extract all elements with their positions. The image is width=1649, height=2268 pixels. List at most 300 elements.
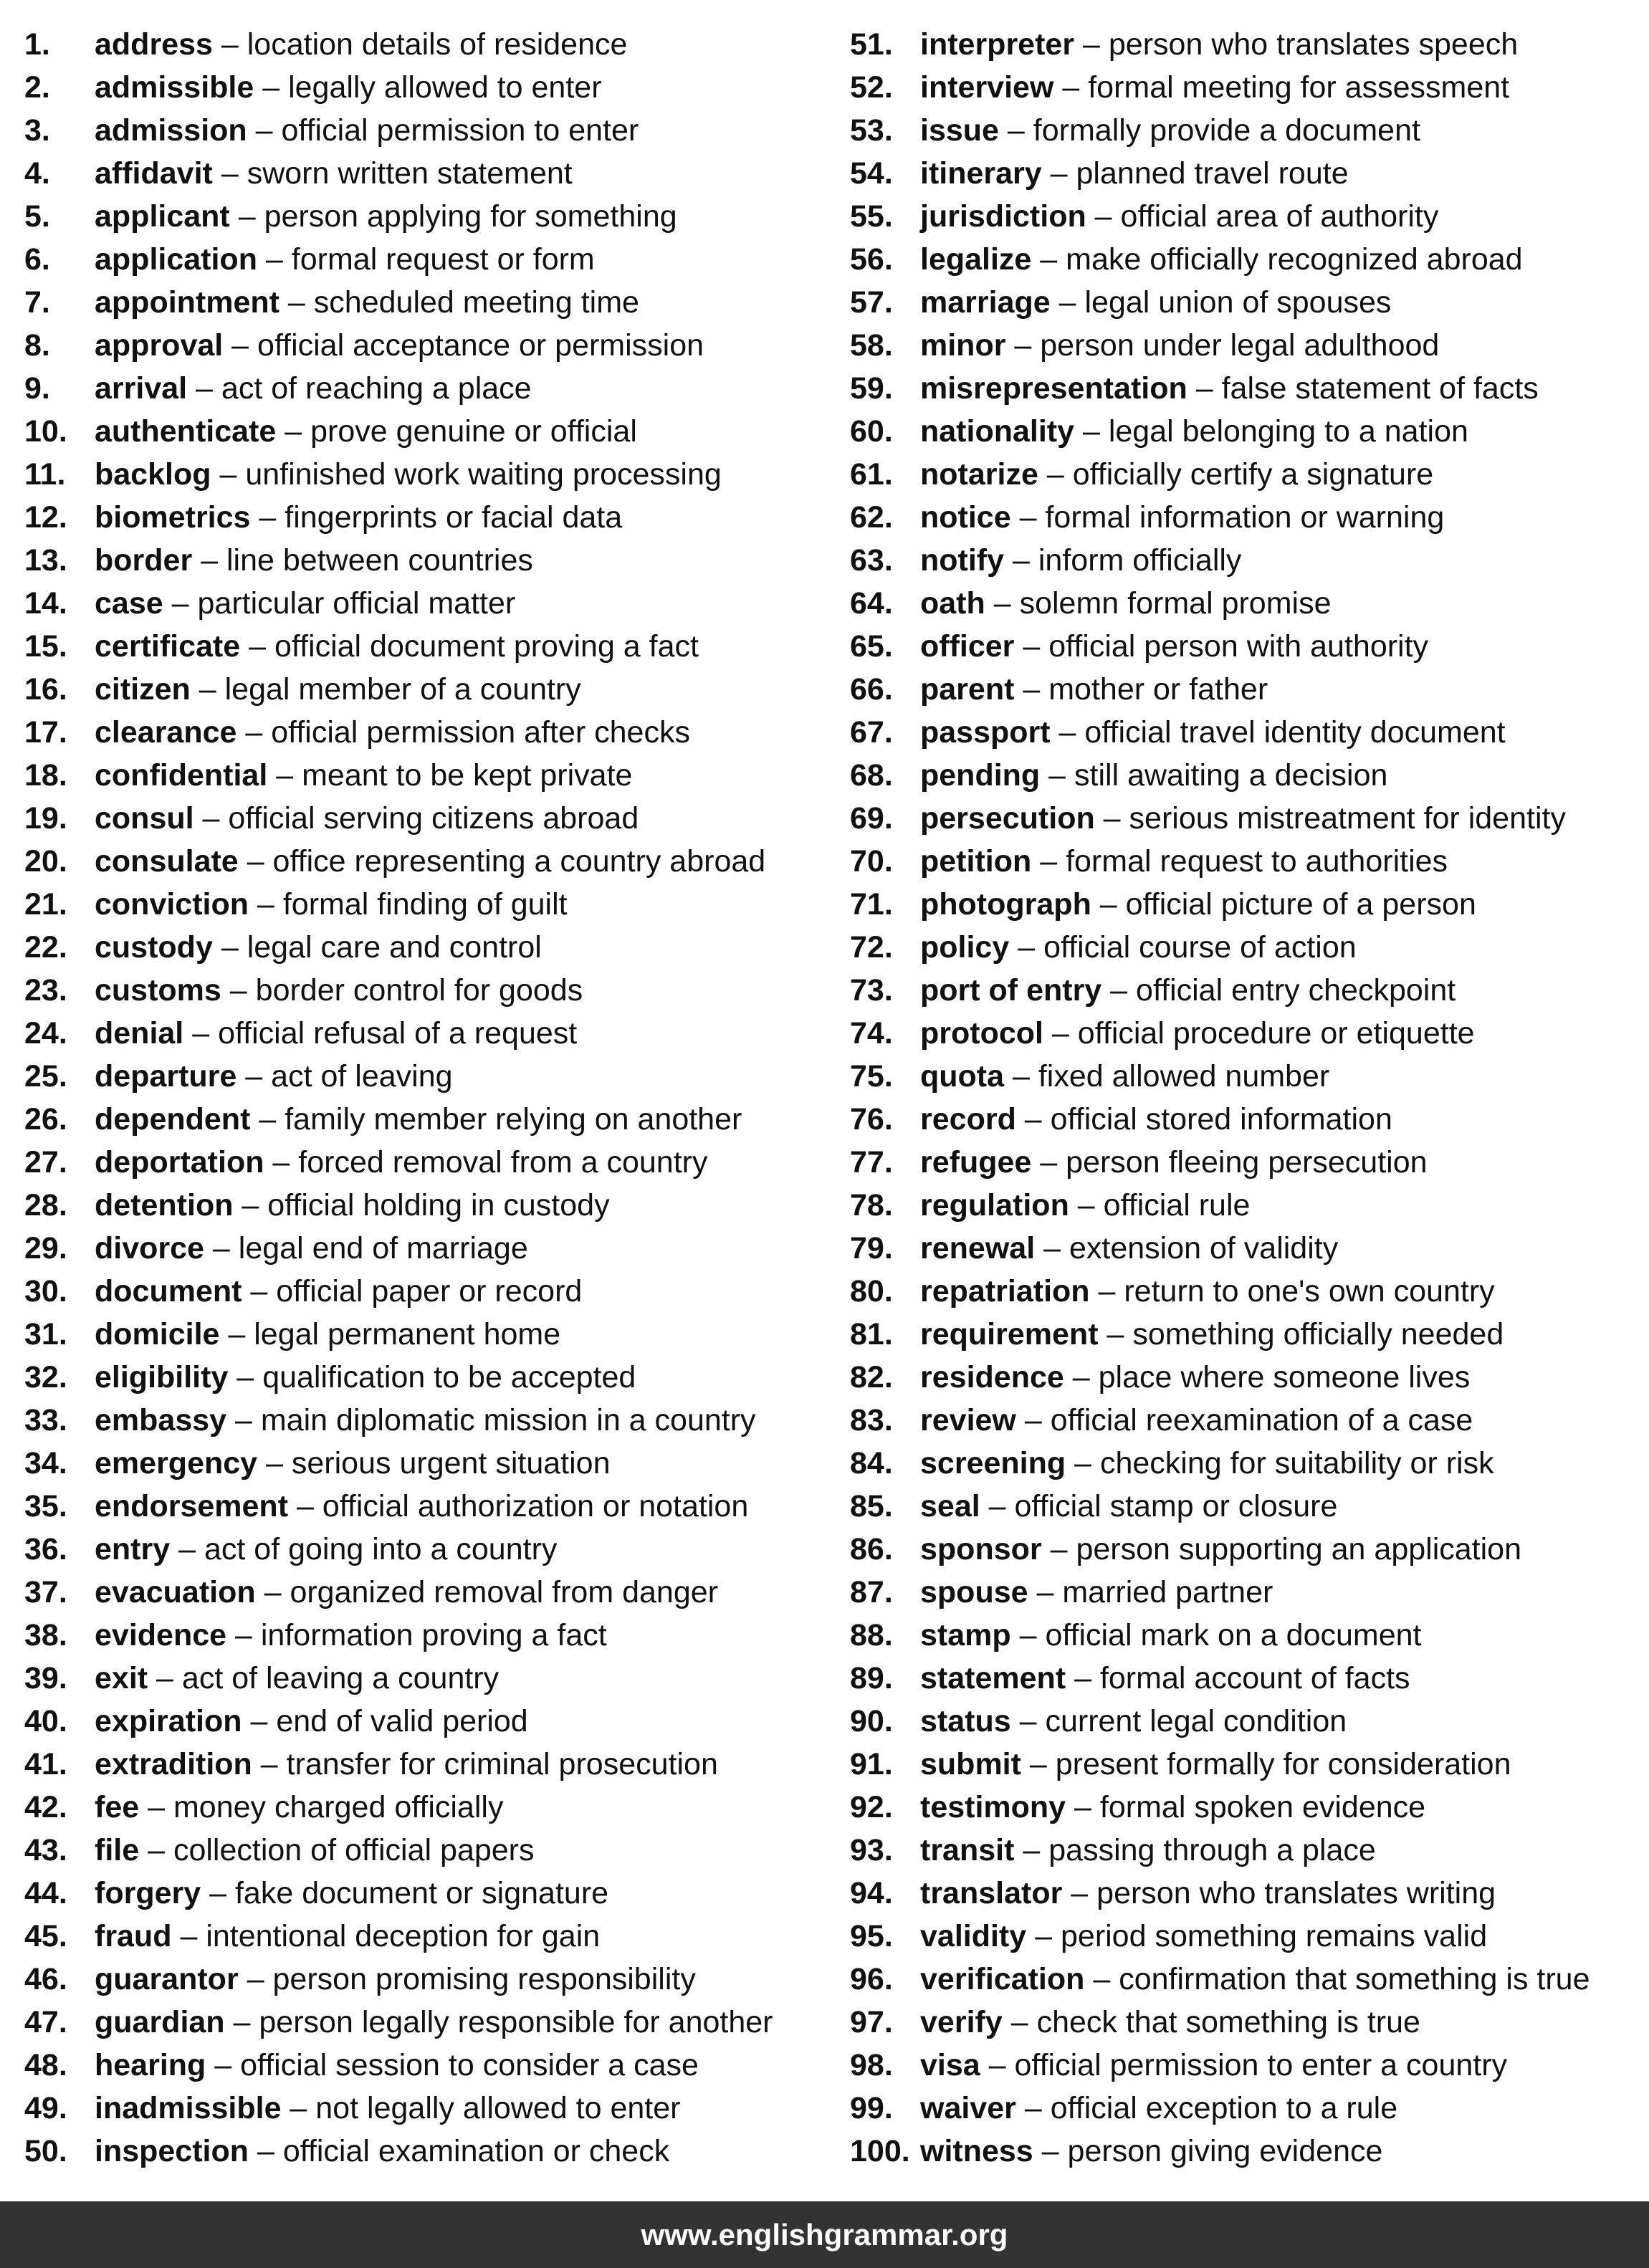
entry-number: 82. [850,1360,893,1394]
entry-separator: – [267,758,302,793]
vocabulary-entry [850,1700,1645,1743]
vocabulary-entry [850,582,1645,625]
entry-definition: fingerprints or facial data [285,500,623,535]
entry-definition: particular official matter [197,586,516,621]
entry-separator: – [201,1876,235,1910]
entry-term: notify [920,543,1005,578]
entry-term: conviction [95,887,249,922]
vocabulary-entry [24,2087,834,2130]
entry-number: 59. [850,371,893,406]
entry-definition: mother or father [1048,672,1268,707]
entry-term: nationality [920,414,1075,449]
entry-number: 47. [24,2005,67,2039]
entry-number: 61. [850,457,893,492]
entry-definition: passing through a place [1048,1833,1376,1867]
vocabulary-entry [24,1571,834,1614]
entry-number: 19. [24,801,67,836]
entry-term: hearing [95,2048,206,2082]
entry-definition: unfinished work waiting processing [245,457,722,492]
entry-definition: official reexamination of a case [1050,1403,1473,1437]
entry-separator: – [1010,1704,1046,1738]
entry-separator: – [240,629,274,664]
vocabulary-entry [24,1743,834,1786]
entry-text [920,1227,1338,1270]
entry-text [95,1915,600,1958]
vocabulary-entry [24,1098,834,1141]
entry-text [920,1098,1392,1141]
entry-term: verification [920,1962,1085,1996]
vocabulary-entry [850,1356,1645,1399]
entry-number: 41. [24,1747,67,1781]
entry-text [95,582,515,625]
entry-separator: – [249,887,283,922]
entry-text [920,1743,1511,1786]
entry-term: extradition [95,1747,252,1781]
entry-term: address [95,27,213,62]
entry-term: denial [95,1016,184,1051]
entry-separator: – [238,1962,273,1996]
entry-text [920,1915,1487,1958]
entry-text [920,1872,1496,1915]
vocabulary-entry [850,1399,1645,1442]
entry-definition: married partner [1062,1575,1273,1609]
entry-text [95,238,595,281]
entry-separator: – [1002,2005,1037,2039]
vocabulary-entry [24,1872,834,1915]
entry-separator: – [985,586,1020,621]
entry-definition: person applying for something [264,199,677,234]
entry-separator: – [257,242,292,277]
entry-definition: office representing a country abroad [272,844,766,879]
entry-term: guardian [95,2005,225,2039]
entry-definition: fixed allowed number [1038,1059,1330,1094]
entry-definition: person legally responsible for another [259,2005,773,2039]
entry-text [920,625,1428,668]
entry-term: protocol [920,1016,1043,1051]
entry-number: 94. [850,1876,893,1910]
vocabulary-entry [24,1055,834,1098]
entry-text [95,496,622,539]
vocabulary-entry [850,1485,1645,1528]
entry-text [95,1356,636,1399]
entry-term: itinerary [920,156,1042,191]
entry-definition: legally allowed to enter [288,70,602,105]
entry-number: 55. [850,199,893,234]
entry-separator: – [1035,1231,1069,1265]
vocabulary-entry [24,410,834,453]
footer-banner [0,2201,1649,2268]
entry-number: 67. [850,715,893,750]
vocabulary-entry [850,668,1645,711]
vocabulary-entry [24,23,834,66]
vocabulary-entry [24,1614,834,1657]
entry-number: 7. [24,285,50,320]
entry-separator: – [264,1145,299,1180]
entry-separator: – [242,1274,277,1308]
entry-definition: money charged officially [173,1790,504,1824]
vocabulary-entry [24,1700,834,1743]
vocabulary-entry [850,195,1645,238]
entry-definition: official authorization or notation [322,1489,749,1523]
entry-definition: official acceptance or permission [257,328,704,363]
entry-term: minor [920,328,1006,363]
entry-definition: organized removal from danger [290,1575,718,1609]
vocabulary-entry [850,1571,1645,1614]
entry-text [920,797,1566,840]
entry-separator: – [257,1446,292,1480]
vocabulary-entry [850,1958,1645,2001]
entry-definition: prove genuine or official [310,414,637,449]
entry-definition: make officially recognized abroad [1066,242,1523,277]
vocabulary-entry [850,2130,1645,2173]
vocabulary-entry [850,969,1645,1012]
entry-definition: officially certify a signature [1072,457,1434,492]
entry-separator: – [1005,328,1041,363]
entry-text [95,1743,718,1786]
entry-text [95,453,722,496]
entry-term: testimony [920,1790,1066,1824]
entry-separator: – [171,1919,206,1953]
entry-separator: – [247,113,282,148]
entry-number: 79. [850,1231,893,1265]
entry-number: 91. [850,1747,893,1781]
entry-term: forgery [95,1876,201,1910]
entry-number: 56. [850,242,893,277]
entry-number: 9. [24,371,50,406]
vocabulary-entry [850,496,1645,539]
entry-definition: not legally allowed to enter [315,2091,681,2125]
vocabulary-entry [850,1872,1645,1915]
entry-number: 97. [850,2005,893,2039]
entry-definition: act of leaving [271,1059,453,1094]
vocabulary-entry [850,1528,1645,1571]
entry-number: 31. [24,1317,67,1351]
entry-definition: act of leaving a country [181,1661,500,1695]
entry-definition: official area of authority [1120,199,1439,234]
entry-definition: official travel identity document [1084,715,1506,750]
entry-definition: false statement of facts [1221,371,1539,406]
entry-term: sponsor [920,1532,1042,1566]
entry-separator: – [1004,543,1038,578]
entry-text [95,152,573,195]
entry-term: expiration [95,1704,242,1738]
entry-definition: official refusal of a request [218,1016,578,1051]
entry-term: divorce [95,1231,204,1265]
entry-separator: – [1101,973,1137,1008]
vocabulary-entry [24,883,834,926]
entry-separator: – [1014,672,1049,707]
entry-definition: official course of action [1043,930,1357,965]
entry-definition: intentional deception for gain [206,1919,601,1953]
entry-number: 12. [24,500,67,535]
vocabulary-entry [24,152,834,195]
entry-definition: formal information or warning [1045,500,1445,535]
entry-separator: – [236,1059,272,1094]
entry-number: 72. [850,930,893,965]
entry-definition: formal request or form [291,242,595,277]
vocabulary-list [0,23,1649,2173]
entry-definition: official stored information [1050,1102,1392,1137]
entry-number: 75. [850,1059,893,1094]
entry-number: 88. [850,1618,893,1652]
vocabulary-entry [850,926,1645,969]
entry-term: endorsement [95,1489,289,1523]
entry-number: 27. [24,1145,67,1180]
entry-number: 16. [24,672,67,707]
entry-number: 69. [850,801,893,836]
entry-text [920,711,1506,754]
entry-definition: official permission to enter [281,113,639,148]
entry-separator: – [1043,1016,1078,1051]
entry-text [920,1958,1590,2001]
entry-text [920,496,1444,539]
entry-text [920,926,1357,969]
entry-text [95,1399,756,1442]
entry-separator: – [1026,1919,1061,1953]
vocabulary-entry [850,66,1645,109]
entry-number: 14. [24,586,67,621]
vocabulary-entry [850,324,1645,367]
entry-separator: – [1091,887,1126,922]
entry-text [920,2087,1397,2130]
entry-separator: – [1098,1317,1133,1351]
entry-definition: formal request to authorities [1066,844,1448,879]
entry-number: 35. [24,1489,67,1523]
entry-text [920,883,1476,926]
entry-term: persecution [920,801,1095,836]
entry-number: 76. [850,1102,893,1137]
entry-text [920,1399,1473,1442]
entry-number: 70. [850,844,893,879]
vocabulary-entry [850,1012,1645,1055]
entry-text [95,1571,718,1614]
entry-number: 90. [850,1704,893,1738]
entry-term: guarantor [95,1962,239,1996]
vocabulary-entry [24,109,834,152]
vocabulary-entry [24,1270,834,1313]
entry-separator: – [1028,1575,1063,1609]
entry-separator: – [212,27,247,62]
entry-separator: – [276,414,311,449]
vocabulary-entry [24,1958,834,2001]
entry-term: embassy [95,1403,227,1437]
entry-term: biometrics [95,500,251,535]
entry-separator: – [1041,156,1076,191]
entry-number: 74. [850,1016,893,1051]
entry-term: file [95,1833,140,1867]
entry-text [95,23,627,66]
entry-text [95,367,532,410]
entry-term: jurisdiction [920,199,1086,234]
entry-term: arrival [95,371,188,406]
entry-separator: – [1040,758,1075,793]
entry-term: notice [920,500,1011,535]
entry-term: screening [920,1446,1066,1480]
entry-term: record [920,1102,1016,1137]
entry-text [95,625,699,668]
entry-definition: person giving evidence [1067,2134,1383,2168]
entry-separator: – [1015,1403,1051,1437]
entry-separator: – [1033,2134,1068,2168]
vocabulary-entry [850,1829,1645,1872]
entry-term: photograph [920,887,1091,922]
entry-term: eligibility [95,1360,229,1394]
vocabulary-entry [24,367,834,410]
entry-term: admission [95,113,247,148]
entry-definition: forced removal from a country [298,1145,708,1180]
entry-number: 86. [850,1532,893,1566]
entry-definition: official exception to a rule [1050,2091,1398,2125]
vocabulary-entry [24,2044,834,2087]
entry-text [920,410,1468,453]
entry-text [920,582,1332,625]
entry-term: review [920,1403,1016,1437]
entry-term: notarize [920,457,1038,492]
entry-text [95,711,690,754]
vocabulary-entry [24,625,834,668]
entry-separator: – [190,672,225,707]
entry-definition: line between countries [226,543,533,578]
entry-text [95,1958,696,2001]
entry-separator: – [1074,414,1109,449]
entry-definition: official entry checkpoint [1136,973,1456,1008]
entry-definition: border control for goods [255,973,583,1008]
entry-number: 2. [24,70,50,105]
vocabulary-entry [24,1915,834,1958]
vocabulary-entry [24,1356,834,1399]
entry-separator: – [139,1833,173,1867]
entry-text [920,1614,1422,1657]
entry-text [920,668,1268,711]
entry-text [920,1141,1428,1184]
vocabulary-entry [850,1270,1645,1313]
entry-text [95,2044,699,2087]
entry-text [920,23,1518,66]
entry-term: backlog [95,457,211,492]
entry-number: 15. [24,629,67,664]
vocabulary-entry [24,496,834,539]
vocabulary-entry [850,1743,1645,1786]
entry-text [95,1614,607,1657]
entry-term: emergency [95,1446,258,1480]
entry-number: 66. [850,672,893,707]
entry-separator: – [226,1403,261,1437]
entry-separator: – [1041,1532,1076,1566]
entry-number: 18. [24,758,67,793]
entry-definition: act of reaching a place [221,371,532,406]
entry-text [920,539,1241,582]
entry-text [920,66,1509,109]
entry-term: appointment [95,285,279,320]
vocabulary-entry [24,582,834,625]
entry-separator: – [193,801,229,836]
entry-term: case [95,586,163,621]
entry-number: 58. [850,328,893,363]
entry-definition: official examination or check [282,2134,670,2168]
entry-separator: – [1069,1188,1104,1222]
entry-separator: – [252,1747,287,1781]
entry-definition: meant to be kept private [302,758,633,793]
entry-text [95,1184,610,1227]
vocabulary-entry [24,926,834,969]
vocabulary-entry [850,109,1645,152]
entry-definition: legal permanent home [254,1317,561,1351]
entry-definition: official session to consider a case [240,2048,699,2082]
vocabulary-entry [850,152,1645,195]
entry-separator: – [1004,1059,1038,1094]
entry-definition: official procedure or etiquette [1077,1016,1475,1051]
entry-text [95,926,542,969]
entry-term: evacuation [95,1575,256,1609]
entry-number: 42. [24,1790,67,1824]
entry-text [95,281,639,324]
entry-separator: – [1031,1145,1066,1180]
vocabulary-entry [24,711,834,754]
entry-number: 99. [850,2091,893,2125]
entry-definition: place where someone lives [1098,1360,1471,1394]
entry-term: document [95,1274,242,1308]
entry-term: interpreter [920,27,1075,62]
entry-term: residence [920,1360,1064,1394]
vocabulary-entry [24,1657,834,1700]
entry-term: spouse [920,1575,1028,1609]
vocabulary-entry [24,840,834,883]
entry-separator: – [1021,1747,1056,1781]
entry-number: 73. [850,973,893,1008]
entry-definition: official permission to enter a country [1014,2048,1508,2082]
vocabulary-entry [24,1786,834,1829]
entry-term: refugee [920,1145,1032,1180]
vocabulary-entry [850,2087,1645,2130]
entry-definition: something officially needed [1132,1317,1504,1351]
entry-term: border [95,543,193,578]
entry-number: 33. [24,1403,67,1437]
entry-text [95,324,704,367]
entry-text [920,1270,1495,1313]
entry-definition: official document proving a fact [274,629,699,664]
entry-term: deportation [95,1145,264,1180]
vocabulary-entry [850,883,1645,926]
vocabulary-entry [24,1141,834,1184]
entry-term: evidence [95,1618,227,1652]
vocabulary-entry [850,238,1645,281]
entry-definition: location details of residence [247,27,628,62]
entry-term: departure [95,1059,237,1094]
entry-number: 8. [24,328,50,363]
entry-term: certificate [95,629,241,664]
entry-definition: current legal condition [1045,1704,1347,1738]
entry-definition: present formally for consideration [1055,1747,1511,1781]
entry-text [95,2001,773,2044]
entry-definition: official person with authority [1048,629,1429,664]
entry-separator: – [1014,1833,1049,1867]
entry-text [95,754,632,797]
vocabulary-entry [850,1098,1645,1141]
entry-text [95,1786,503,1829]
entry-definition: act of going into a country [204,1532,558,1566]
entry-term: inspection [95,2134,249,2168]
entry-text [920,1528,1521,1571]
entry-number: 43. [24,1833,67,1867]
vocabulary-entry [24,1184,834,1227]
entry-term: renewal [920,1231,1036,1265]
vocabulary-entry [850,281,1645,324]
entry-text [920,754,1387,797]
entry-text [920,2001,1420,2044]
entry-text [95,1270,582,1313]
entry-number: 37. [24,1575,67,1609]
entry-separator: – [1066,1790,1100,1824]
